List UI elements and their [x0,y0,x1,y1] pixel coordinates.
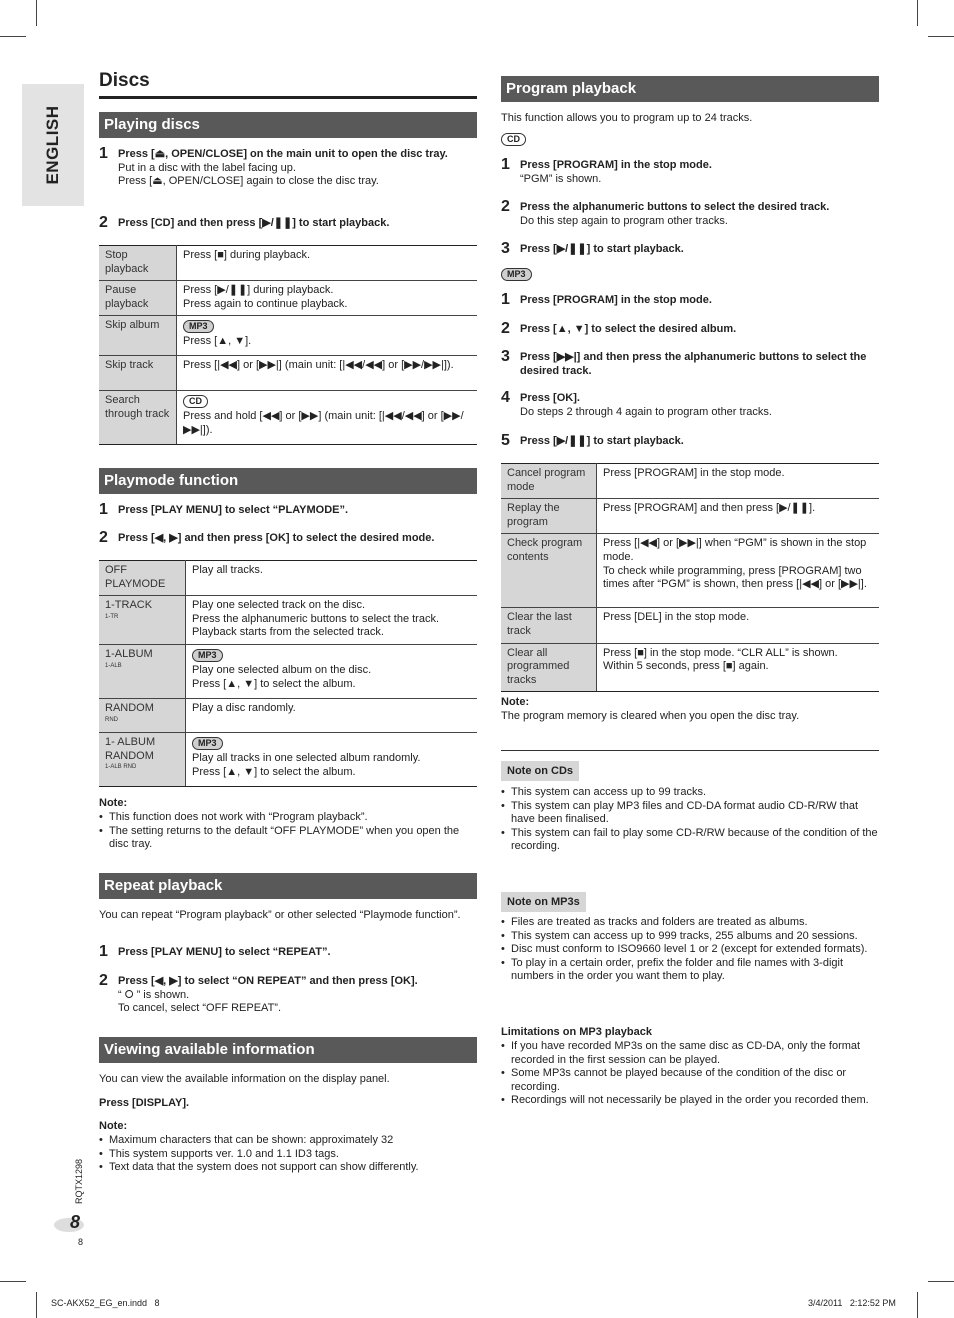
crop-mark [36,1292,37,1318]
page-number: 8 [69,1212,80,1232]
note-on-mp3s-heading: Note on MP3s [501,892,586,912]
row-value [177,246,478,281]
mode-name: RANDOM [105,701,154,714]
table-row [99,281,477,316]
step-instruction: Press [▶/❚❚] to start playback. [520,435,684,447]
row-text: Play one selected track on the disc. [192,599,366,612]
row-key: Pause playback [99,281,177,316]
display-abbrev: 1-TR [105,613,119,620]
table-row [99,356,477,391]
step-instruction: Press [◀, ▶] and then press [OK] to select the desired mode. [118,532,435,544]
viewing-press: Press [DISPLAY]. [99,1097,190,1109]
step-instruction: Press [◀, ▶] to select “ON REPEAT” and then press [OK]. [118,975,418,987]
note-on-cds-list [501,786,878,854]
row-key: Skip track [99,356,177,391]
row-text: Press again to continue playback. [183,297,348,310]
step-detail: “PGM” is shown. [520,172,602,185]
program-note: The program memory is cleared when you open the disc tray. [501,710,800,722]
repeat-intro: You can repeat “Program playback” or other selected “Playmode function”. [99,909,461,921]
step-number: 1 [501,291,510,308]
crop-mark [928,36,954,37]
row-text: Press [■] in the stop mode. “CLR ALL” is shown. [603,646,838,659]
crop-mark [917,0,918,26]
step-number: 1 [99,943,108,960]
list-item: • This system can fail to play some CD-R/RW because of the condition of the recording. [501,827,878,854]
crop-mark [36,0,37,26]
mode-name: 1- ALBUM RANDOM [105,735,156,762]
row-value [597,608,880,643]
row-key: Skip album [99,316,177,356]
list-item: • If you have recorded MP3s on the same disc as CD-DA, only the format recorded in the first session can be played. [501,1040,878,1067]
row-text: Within 5 seconds, press [■] again. [603,660,769,673]
viewing-heading: Viewing available information [99,1037,477,1063]
step-instruction: Press [OK]. [520,392,580,404]
row-value [186,644,478,698]
row-text: Press [|◀◀] or [▶▶|] (main unit: [|◀◀/◀◀] or [▶▶/▶▶|]). [183,359,454,372]
step-number: 2 [501,198,510,215]
limitations-list [501,1040,878,1108]
step-number: 2 [99,529,108,546]
row-value [597,499,880,534]
step-instruction: Press [CD] and then press [▶/❚❚] to start playback. [118,217,390,229]
step-number: 2 [99,972,108,989]
step-detail: Do steps 2 through 4 again to program other tracks. [520,405,772,418]
mp3-badge: MP3 [501,268,532,281]
step-number: 1 [501,156,510,173]
step-number: 3 [501,348,510,365]
row-text: Play one selected album on the disc. [192,663,372,676]
row-value [597,534,880,608]
limitations-heading: Limitations on MP3 playback [501,1026,652,1038]
display-abbrev: 1-ALB [105,662,122,669]
playmode-step-1 [118,504,473,518]
display-abbrev: 1-ALB RND [105,764,137,771]
list-item: • To play in a certain order, prefix the folder and file names with 3-digit numbers in the order you want them to play. [501,957,878,984]
title-rule [99,96,477,99]
row-key: OFF PLAYMODE [99,561,186,596]
note-on-cds-heading: Note on CDs [501,761,579,781]
step-instruction: Press [PLAY MENU] to select “PLAYMODE”. [118,504,349,516]
row-text: Press [▶/❚❚] during playback. [183,284,334,297]
crop-mark [928,1281,954,1282]
step-number: 5 [501,432,510,449]
table-row [99,732,477,786]
step-number: 2 [501,320,510,337]
row-text: Press [|◀◀] or [▶▶|] when “PGM” is shown in the stop mode. [603,537,867,563]
step-detail: To cancel, select “OFF REPEAT”. [118,1002,282,1015]
step-number: 1 [99,145,108,162]
program-mp3-step-4 [520,392,878,419]
playmode-notes [99,811,474,852]
program-cd-step-2 [520,201,878,228]
row-key [99,596,186,645]
row-key [99,644,186,698]
program-mp3-step-2 [520,323,878,337]
playmode-step-2 [118,532,473,546]
row-text: Press and hold [◀◀] or [▶▶] (main unit: [|◀◀/◀◀] or [▶▶/▶▶|]). [183,410,464,436]
table-row [99,561,477,596]
table-row [501,643,879,692]
step-instruction: Press [▶▶|] and then press the alphanumeric buttons to select the desired track. [520,351,867,377]
program-heading: Program playback [501,76,879,102]
repeat-step-2 [118,975,473,1016]
list-item: • This system supports ver. 1.0 and 1.1 ID3 tags. [99,1148,474,1162]
list-item: • This system can access up to 99 tracks. [501,786,878,800]
step-number: 1 [99,501,108,518]
repeat-step-1 [118,946,473,960]
step-instruction: Press [PROGRAM] in the stop mode. [520,294,712,306]
list-item: • Disc must conform to ISO9660 level 1 or 2 (except for extended formats). [501,943,878,957]
note-on-mp3s-list [501,916,878,984]
step-instruction: Press the alphanumeric buttons to select the desired track. [520,201,830,213]
row-key [99,698,186,732]
viewing-notes [99,1134,474,1175]
playmode-table [99,560,477,787]
mode-name: 1-TRACK [105,599,153,612]
list-item: • Text data that the system does not support can show differently. [99,1161,474,1175]
file-name: SC-AKX52_EG_en.indd 8 [51,1298,160,1308]
step-instruction: Press [PROGRAM] in the stop mode. [520,159,712,171]
list-item: • Recordings will not necessarily be played in the order you recorded them. [501,1094,878,1108]
row-text: Press [PROGRAM] and then press [▶/❚❚]. [603,502,816,515]
program-cd-step-3 [520,243,878,257]
mp3-badge: MP3 [183,320,214,333]
row-text: Play all tracks in one selected album randomly. [192,751,421,764]
step-detail: Press [⏏, OPEN/CLOSE] again to close the disc tray. [118,175,379,188]
step-number: 4 [501,389,510,406]
row-key: Cancel program mode [501,464,597,499]
viewing-intro: You can view the available information on the display panel. [99,1073,390,1085]
mp3-badge: MP3 [192,649,223,662]
step-instruction: Press [⏏, OPEN/CLOSE] on the main unit to open the disc tray. [118,148,448,160]
row-text: Playback starts from the selected track. [192,626,384,639]
row-text: Press [▲, ▼] to select the album. [192,765,356,778]
page-title: Discs [99,70,150,91]
table-row [99,698,477,732]
row-value [177,281,478,316]
language-label: ENGLISH [43,105,62,185]
cd-badge: CD [501,133,526,146]
program-mp3-step-3 [520,351,878,378]
row-value [177,391,478,445]
page-number-small: 8 [78,1237,84,1247]
table-row [501,499,879,534]
row-key: Check program contents [501,534,597,608]
crop-mark [0,36,26,37]
cd-badge: CD [183,395,208,408]
table-row [501,608,879,643]
step-detail: “ ⭘ ” is shown. [118,988,190,1001]
repeat-heading: Repeat playback [99,873,477,899]
step-instruction: Press [▶/❚❚] to start playback. [520,243,684,255]
step-number: 3 [501,240,510,257]
row-text: Press [▲, ▼] to select the album. [192,677,356,690]
step-detail: Put in a disc with the label facing up. [118,161,296,174]
list-item: • This system can access up to 999 tracks, 255 albums and 20 sessions. [501,930,878,944]
list-item: • Some MP3s cannot be played because of the condition of the disc or recording. [501,1067,878,1094]
row-key: Clear the last track [501,608,597,643]
row-key [99,732,186,786]
row-text: Play a disc randomly. [192,701,296,714]
playing-discs-heading: Playing discs [99,112,477,138]
table-row [99,246,477,281]
list-item: • This function does not work with “Program playback”. [99,811,474,825]
print-date: 3/4/2011 2:12:52 PM [808,1298,896,1308]
row-key: Clear all programmed tracks [501,643,597,692]
row-text: Play all tracks. [192,564,263,576]
program-mp3-step-1 [520,294,878,308]
step-detail: Do this step again to program other tracks. [520,214,728,227]
step-instruction: Press [PLAY MENU] to select “REPEAT”. [118,946,331,958]
model-code: RQTX1298 [74,1158,84,1204]
program-mp3-step-5 [520,435,878,449]
table-row [99,391,477,445]
note-label: Note: [99,797,128,809]
row-value [186,561,478,596]
crop-mark [917,1292,918,1318]
row-value [186,732,478,786]
note-label: Note: [99,1120,128,1132]
list-item: • Files are treated as tracks and folders are treated as albums. [501,916,878,930]
list-item: • The setting returns to the default “OFF PLAYMODE” when you open the disc tray. [99,825,474,852]
mode-name: 1-ALBUM [105,647,153,660]
page-number-badge [54,1212,84,1234]
program-operations-table [501,463,879,692]
display-abbrev: RND [105,716,118,723]
program-cd-step-1 [520,159,878,186]
list-item: • This system can play MP3 files and CD-DA format audio CD-R/RW that have been finalised. [501,800,878,827]
step-instruction: Press [▲, ▼] to select the desired album. [520,323,737,335]
row-text: Press the alphanumeric buttons to select the track. [192,612,440,625]
row-key: Stop playback [99,246,177,281]
table-row [501,464,879,499]
mp3-badge: MP3 [192,737,223,750]
language-tab [22,84,84,206]
row-value [186,698,478,732]
row-key: Search through track [99,391,177,445]
playback-operations-table [99,245,477,445]
row-value [186,596,478,645]
crop-mark [0,1281,26,1282]
program-intro: This function allows you to program up to 24 tracks. [501,112,753,124]
step-number: 2 [99,214,108,231]
row-text: Press [DEL] in the stop mode. [603,611,750,624]
table-row [99,316,477,356]
row-value [177,316,478,356]
row-text: Press [■] during playback. [183,249,311,261]
row-key: Replay the program [501,499,597,534]
playing-step-2 [118,217,473,231]
note-label: Note: [501,696,530,708]
row-text: Press [▲, ▼]. [183,335,252,348]
row-text: To check while programming, press [PROGRAM] two times after “PGM” is shown, then press [|◀◀] or [▶▶|]. [603,564,867,591]
playing-step-1 [118,148,473,189]
row-value [597,464,880,499]
row-value [597,643,880,692]
row-value [177,356,478,391]
playmode-heading: Playmode function [99,468,477,494]
section-divider [501,750,879,751]
table-row [99,644,477,698]
row-text: Press [PROGRAM] in the stop mode. [603,467,785,479]
table-row [501,534,879,608]
list-item: • Maximum characters that can be shown: approximately 32 [99,1134,474,1148]
table-row [99,596,477,645]
